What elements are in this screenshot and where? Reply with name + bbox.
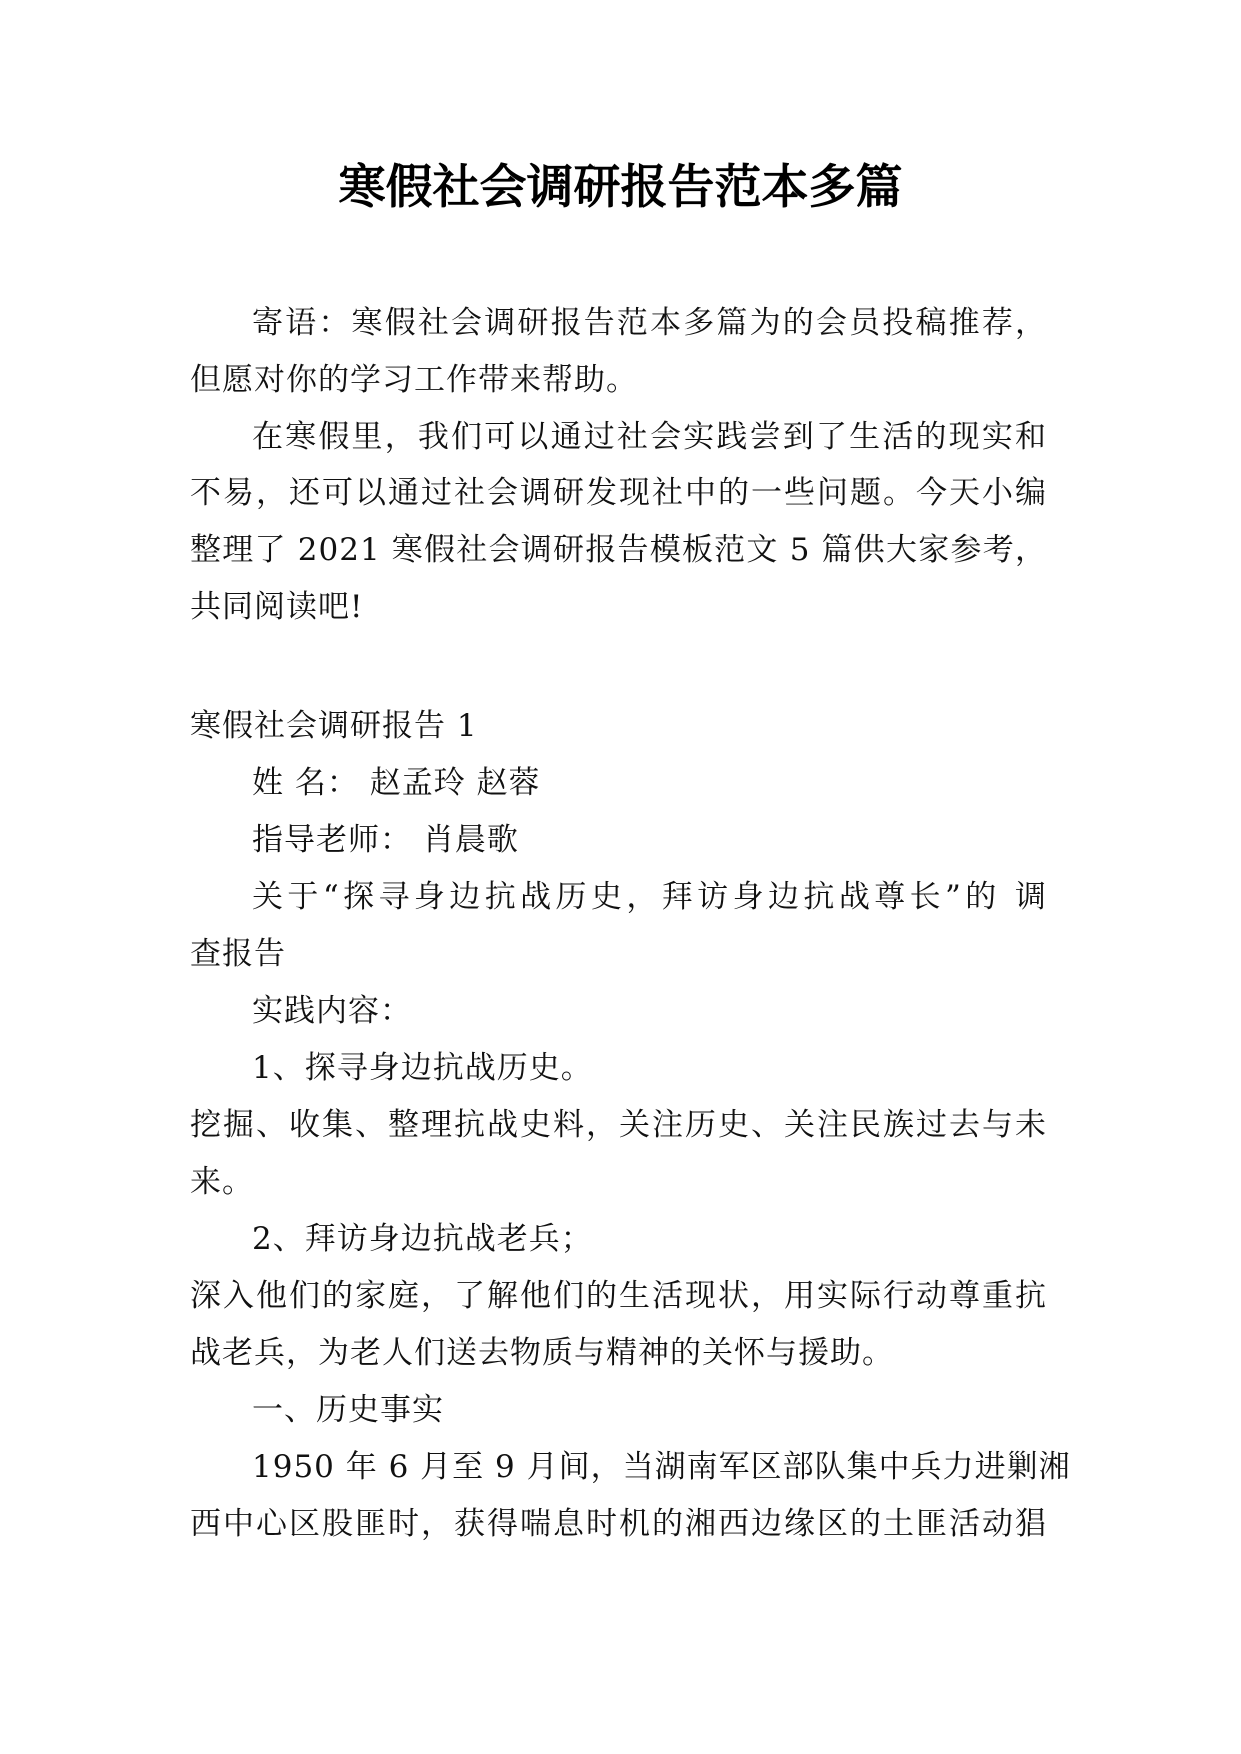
- paragraph-line: 挖掘、收集、整理抗战史料，关注历史、关注民族过去与未: [190, 1107, 1047, 1143]
- paragraph-line: 关于“探寻身边抗战历史，拜访身边抗战尊长”的 调: [252, 879, 1047, 915]
- paragraph-line: 寄语：寒假社会调研报告范本多篇为的会员投稿推荐，: [252, 305, 1047, 341]
- paragraph-line: 在寒假里，我们可以通过社会实践尝到了生活的现实和: [252, 419, 1047, 455]
- paragraph-line: 不易，还可以通过社会调研发现社中的一些问题。今天小编: [190, 475, 1047, 511]
- paragraph-line: 1950 年 6 月至 9 月间，当湖南军区部队集中兵力进剿湘: [252, 1449, 1071, 1485]
- section-heading: 一、历史事实: [252, 1392, 444, 1428]
- list-item: 2、拜访身边抗战老兵；: [252, 1221, 593, 1257]
- paragraph-line: 共同阅读吧!: [190, 589, 364, 625]
- paragraph-line: 整理了 2021 寒假社会调研报告模板范文 5 篇供大家参考，: [190, 532, 1047, 568]
- paragraph-line: 深入他们的家庭，了解他们的生活现状，用实际行动尊重抗: [190, 1278, 1047, 1314]
- list-item: 1、探寻身边抗战历史。: [252, 1050, 593, 1086]
- paragraph-line: 查报告: [190, 936, 286, 972]
- document-title: 寒假社会调研报告范本多篇: [338, 160, 903, 215]
- paragraph-line: 战老兵，为老人们送去物质与精神的关怀与援助。: [190, 1335, 894, 1371]
- advisor-line: 指导老师： 肖晨歌: [252, 822, 519, 858]
- author-line: 姓 名： 赵孟玲 赵蓉: [252, 765, 541, 801]
- paragraph-line: 来。: [190, 1164, 254, 1200]
- paragraph-line: 但愿对你的学习工作带来帮助。: [190, 362, 638, 398]
- paragraph-line: 实践内容：: [252, 993, 412, 1029]
- paragraph-line: 西中心区股匪时，获得喘息时机的湘西边缘区的土匪活动猖: [190, 1506, 1047, 1542]
- section-heading: 寒假社会调研报告 1: [190, 708, 478, 744]
